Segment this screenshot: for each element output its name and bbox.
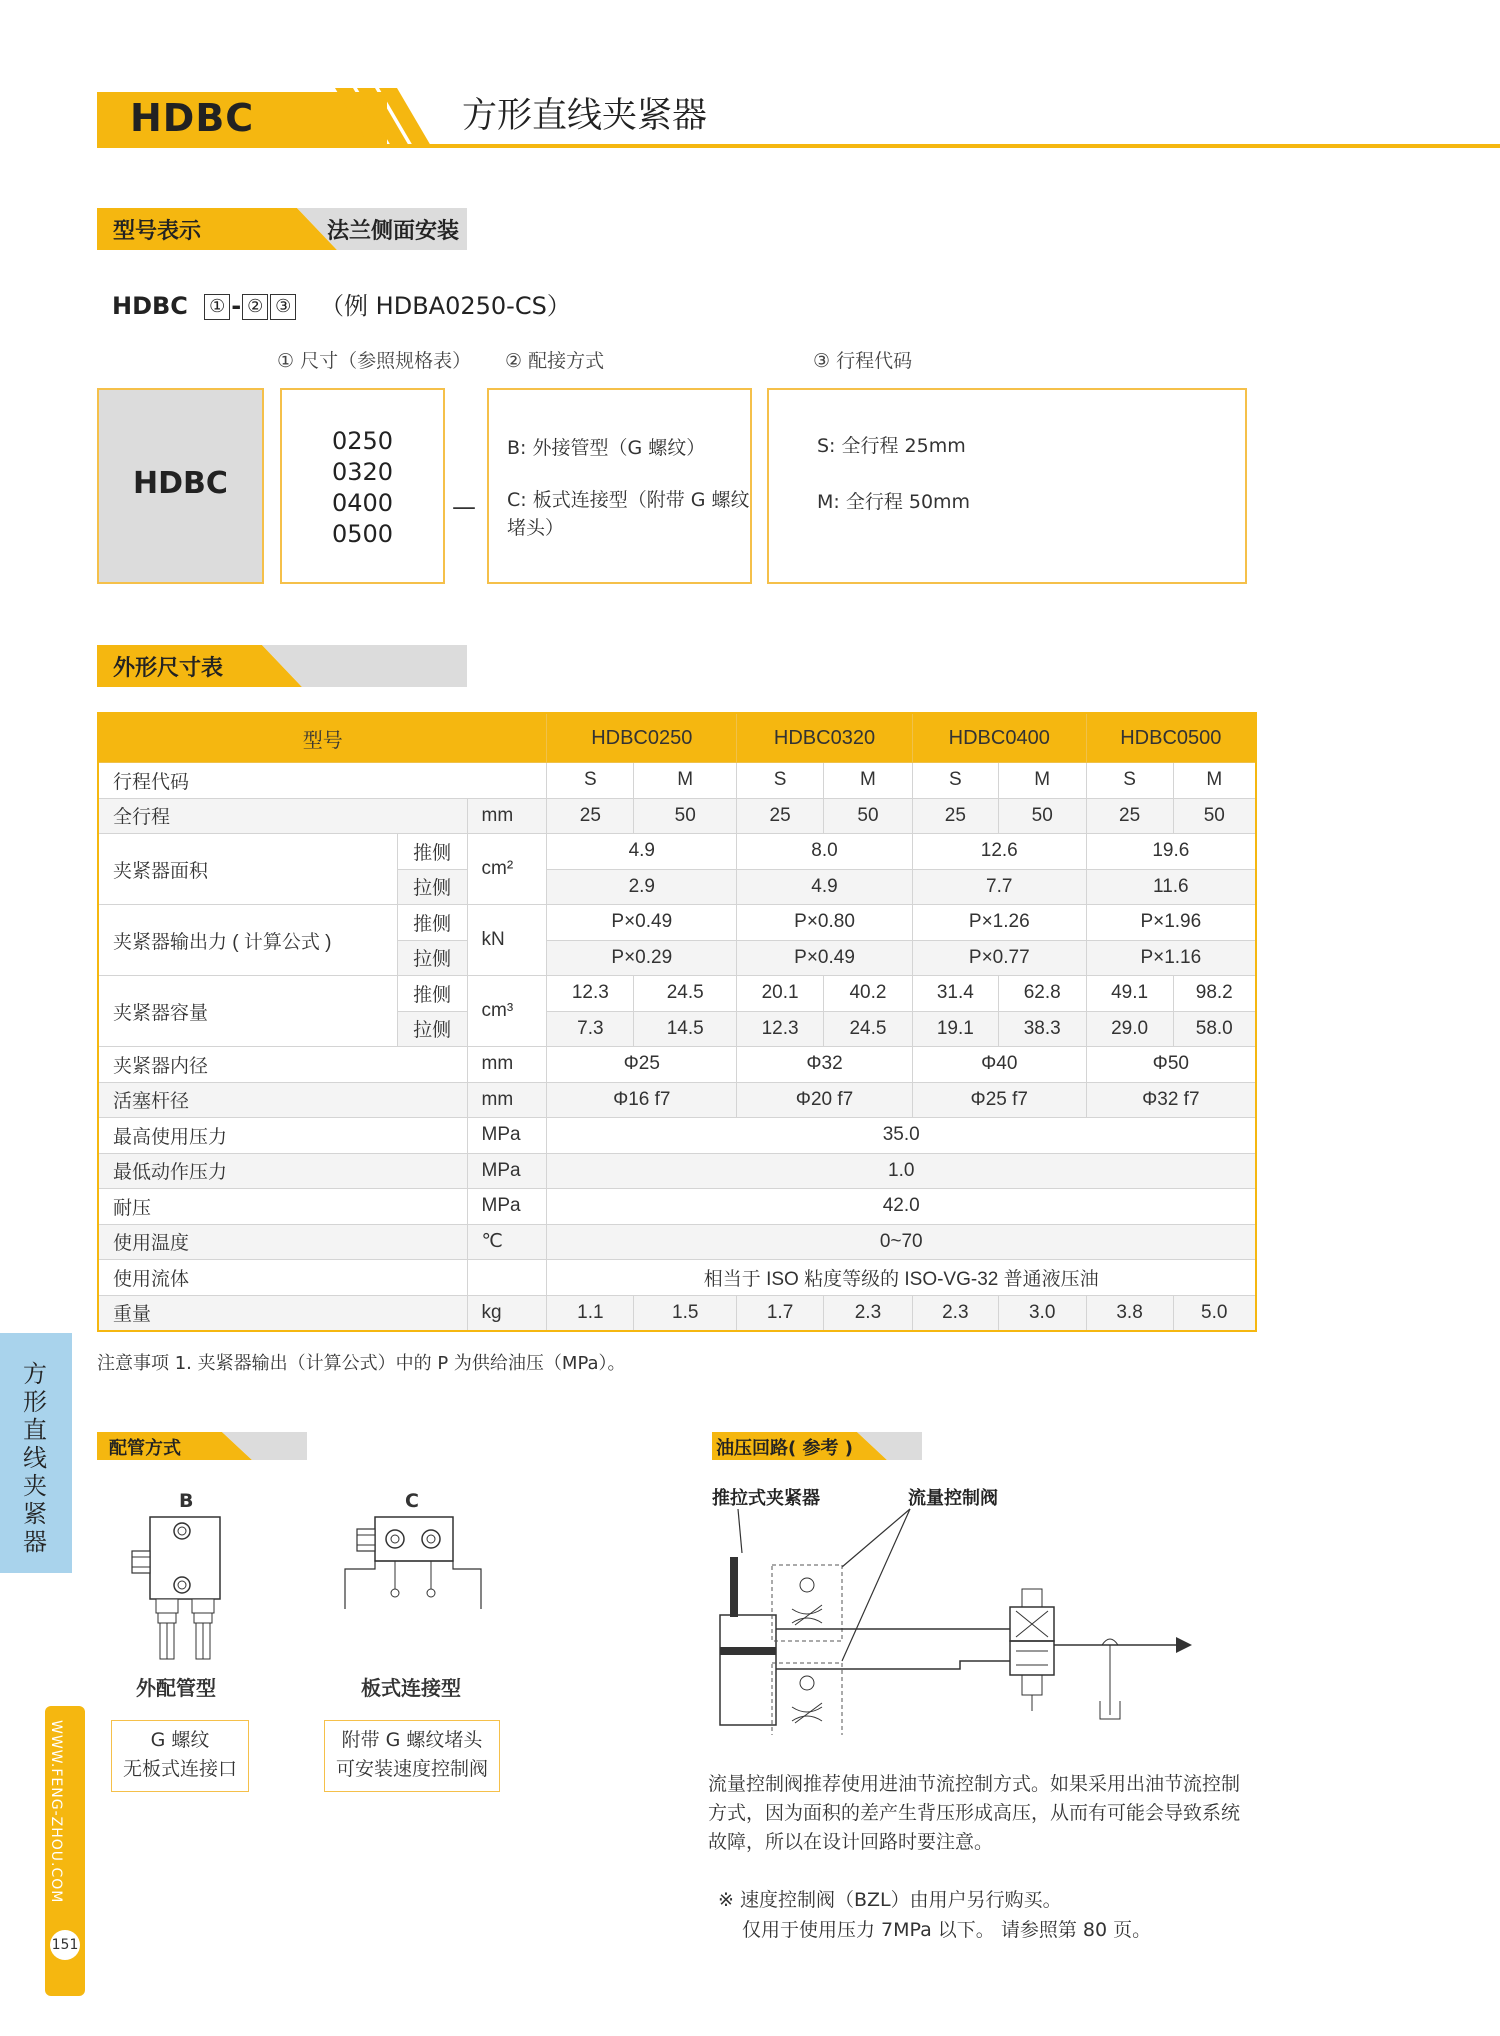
cell: 7.7 (912, 869, 1086, 905)
label-stroke: ③ 行程代码 (813, 350, 913, 372)
cell: 2.3 (824, 1295, 913, 1331)
cell: 12.3 (737, 1011, 824, 1047)
circuit-section-title: 油压回路( 参考 ) (716, 1438, 853, 1459)
size-option: 0400 (331, 489, 394, 517)
plate-connection-info-1: 附带 G 螺纹堵头 (341, 1729, 483, 1751)
table-row (98, 1189, 1256, 1225)
cell: 19.6 (1086, 834, 1256, 870)
cell: M (998, 763, 1086, 799)
cell: 58.0 (1173, 1011, 1256, 1047)
row-unit: MPa (467, 1153, 547, 1189)
cell: 24.5 (824, 1011, 913, 1047)
chapter-side-label: 方形直线夹紧器 (23, 1360, 47, 1556)
row-label: 使用温度 (98, 1224, 467, 1260)
cell: 相当于 ISO 粘度等级的 ISO-VG-32 普通液压油 (547, 1260, 1256, 1296)
row-label: 活塞杆径 (98, 1082, 467, 1118)
table-note: 注意事项 1. 夹紧器输出（计算公式）中的 P 为供给油压（MPa）。 (97, 1353, 626, 1374)
row-label: 行程代码 (98, 763, 547, 799)
plate-connection-caption: 板式连接型 (361, 1676, 461, 1700)
size-option: 0250 (331, 427, 394, 455)
stroke-option-m: M: 全行程 50mm (817, 491, 971, 513)
external-piping-info-box (111, 1720, 249, 1792)
row-unit: mm (467, 1047, 547, 1083)
row-label: 夹紧器内径 (98, 1047, 467, 1083)
cell: M (1173, 763, 1256, 799)
cell: S (547, 763, 634, 799)
cell: S (737, 763, 824, 799)
table-row (98, 1260, 1256, 1296)
cell: 11.6 (1086, 869, 1256, 905)
row-unit: cm² (467, 834, 547, 905)
table-row (98, 1047, 1256, 1083)
cell: 24.5 (634, 976, 737, 1012)
mark-3: ③ (270, 294, 296, 320)
cell: 50 (1173, 798, 1256, 834)
cell: 62.8 (998, 976, 1086, 1012)
cell: P×1.96 (1086, 905, 1256, 941)
label-size: ① 尺寸（参照规格表） (277, 350, 472, 372)
row-side: 拉侧 (397, 869, 467, 905)
row-unit: MPa (467, 1118, 547, 1154)
website-url: WWW.FENG-ZHOU.COM (48, 1720, 64, 1904)
stroke-box (767, 388, 1247, 584)
cell: 50 (634, 798, 737, 834)
cell: Φ32 (737, 1047, 913, 1083)
row-side: 拉侧 (397, 940, 467, 976)
table-row (98, 834, 1256, 870)
page-number: 151 (50, 1930, 80, 1960)
cell: P×1.26 (912, 905, 1086, 941)
plate-connection-info-2: 可安装速度控制阀 (335, 1758, 488, 1780)
circuit-note-2: 仅用于使用压力 7MPa 以下。 请参照第 80 页。 (742, 1919, 1152, 1941)
label-connection: ② 配接方式 (505, 350, 605, 372)
cell: 4.9 (737, 869, 913, 905)
row-side: 拉侧 (397, 1011, 467, 1047)
cell: S (912, 763, 998, 799)
stroke-option-s: S: 全行程 25mm (817, 435, 966, 457)
cell: Φ25 f7 (912, 1082, 1086, 1118)
cell: 31.4 (912, 976, 998, 1012)
cell: Φ40 (912, 1047, 1086, 1083)
cell: 1.0 (547, 1153, 1256, 1189)
cell: P×0.29 (547, 940, 737, 976)
cell: 25 (912, 798, 998, 834)
head-model: HDBC0400 (912, 713, 1086, 763)
row-label: 耐压 (98, 1189, 467, 1225)
dimension-section-title: 外形尺寸表 (113, 656, 224, 681)
row-label: 夹紧器输出力 ( 计算公式 ) (98, 905, 397, 976)
cell: P×0.49 (737, 940, 913, 976)
header-rule (97, 144, 1500, 148)
head-model: HDBC0250 (547, 713, 737, 763)
piping-c-letter: C (405, 1490, 419, 1512)
row-side: 推侧 (397, 905, 467, 941)
external-piping-drawing (120, 1515, 250, 1665)
size-option: 0320 (331, 458, 394, 486)
hydraulic-circuit-diagram (710, 1505, 1200, 1735)
mark-1: ① (204, 294, 230, 320)
model-section-note: 法兰侧面安装 (327, 219, 460, 244)
model-section-title: 型号表示 (113, 219, 202, 244)
cell: 3.0 (998, 1295, 1086, 1331)
external-piping-caption: 外配管型 (136, 1676, 216, 1700)
model-code-line (112, 286, 571, 321)
header-stripes (335, 88, 445, 148)
cell: 14.5 (634, 1011, 737, 1047)
cell: P×0.80 (737, 905, 913, 941)
row-unit: ℃ (467, 1224, 547, 1260)
model-dash: - (231, 292, 242, 320)
table-row (98, 1082, 1256, 1118)
cell: 7.3 (547, 1011, 634, 1047)
cell: 42.0 (547, 1189, 1256, 1225)
row-label: 最低动作压力 (98, 1153, 467, 1189)
row-unit: kN (467, 905, 547, 976)
circuit-section-tab (712, 1432, 922, 1460)
cell: 20.1 (737, 976, 824, 1012)
cell: 0~70 (547, 1224, 1256, 1260)
model-code-box (97, 388, 264, 584)
model-prefix: HDBC (112, 292, 188, 320)
cell: 38.3 (998, 1011, 1086, 1047)
plate-connection-drawing (343, 1515, 483, 1615)
row-label: 全行程 (98, 798, 467, 834)
connection-option-c-cont: 堵头） (507, 517, 565, 539)
cell: 25 (737, 798, 824, 834)
cell: Φ32 f7 (1086, 1082, 1256, 1118)
size-box (280, 388, 445, 584)
cell: P×1.16 (1086, 940, 1256, 976)
row-label: 重量 (98, 1295, 467, 1331)
table-row (98, 1295, 1256, 1331)
clamp-label: 推拉式夹紧器 (712, 1488, 820, 1509)
head-model: HDBC0500 (1086, 713, 1256, 763)
page-title: 方形直线夹紧器 (462, 96, 708, 136)
table-row (98, 976, 1256, 1012)
header-code: HDBC (130, 96, 255, 140)
external-piping-info-1: G 螺纹 (150, 1729, 210, 1751)
cell: M (634, 763, 737, 799)
row-unit: mm (467, 798, 547, 834)
table-row (98, 1224, 1256, 1260)
cell: 25 (547, 798, 634, 834)
row-label: 最高使用压力 (98, 1118, 467, 1154)
cell: 1.7 (737, 1295, 824, 1331)
cell: 1.5 (634, 1295, 737, 1331)
spec-table (97, 712, 1257, 1332)
connection-box (487, 388, 752, 584)
cell: 50 (998, 798, 1086, 834)
cell: 98.2 (1173, 976, 1256, 1012)
head-model: HDBC0320 (737, 713, 913, 763)
row-label: 夹紧器面积 (98, 834, 397, 905)
cell: Φ50 (1086, 1047, 1256, 1083)
cell: 12.6 (912, 834, 1086, 870)
cell: 35.0 (547, 1118, 1256, 1154)
cell: 19.1 (912, 1011, 998, 1047)
table-row (98, 763, 1256, 799)
table-head-row (98, 713, 1256, 763)
table-row (98, 1153, 1256, 1189)
head-model-label: 型号 (98, 713, 547, 763)
cell: M (824, 763, 913, 799)
table-row (98, 905, 1256, 941)
piping-section-tab (97, 1432, 307, 1460)
model-code-box-text: HDBC (133, 466, 228, 501)
dimension-section-tab (97, 645, 467, 687)
row-unit: kg (467, 1295, 547, 1331)
cell: 1.1 (547, 1295, 634, 1331)
size-option: 0500 (331, 520, 394, 548)
cell: Φ25 (547, 1047, 737, 1083)
circuit-description: 流量控制阀推荐使用进油节流控制方式。如果采用出油节流控制方式，因为面积的差产生背压形成高压，从而有可能会导致系统故障，所以在设计回路时要注意。 (708, 1773, 1241, 1853)
piping-b-letter: B (179, 1490, 194, 1512)
row-unit: mm (467, 1082, 547, 1118)
row-label: 使用流体 (98, 1260, 467, 1296)
cell: 49.1 (1086, 976, 1173, 1012)
cell: 2.3 (912, 1295, 998, 1331)
cell: 29.0 (1086, 1011, 1173, 1047)
model-example: （例 HDBA0250-CS） (320, 292, 571, 320)
row-unit: MPa (467, 1189, 547, 1225)
cell: 3.8 (1086, 1295, 1173, 1331)
plate-connection-info-box (324, 1720, 500, 1792)
row-side: 推侧 (397, 976, 467, 1012)
valve-label: 流量控制阀 (908, 1488, 998, 1509)
cell: 8.0 (737, 834, 913, 870)
cell: 5.0 (1173, 1295, 1256, 1331)
external-piping-info-2: 无板式连接口 (122, 1758, 237, 1780)
cell: 40.2 (824, 976, 913, 1012)
row-side: 推侧 (397, 834, 467, 870)
cell: S (1086, 763, 1173, 799)
separator-dash: — (452, 493, 476, 521)
cell: 2.9 (547, 869, 737, 905)
cell: 25 (1086, 798, 1173, 834)
mark-2: ② (242, 294, 268, 320)
cell: 4.9 (547, 834, 737, 870)
connection-option-b: B: 外接管型（G 螺纹） (507, 437, 706, 459)
row-label: 夹紧器容量 (98, 976, 397, 1047)
cell: Φ16 f7 (547, 1082, 737, 1118)
circuit-note (718, 1885, 1151, 1945)
piping-section-title: 配管方式 (109, 1438, 181, 1459)
cell: P×0.49 (547, 905, 737, 941)
cell: 50 (824, 798, 913, 834)
circuit-note-1: ※ 速度控制阀（BZL）由用户另行购买。 (718, 1889, 1062, 1911)
cell: Φ20 f7 (737, 1082, 913, 1118)
row-unit: cm³ (467, 976, 547, 1047)
table-row (98, 798, 1256, 834)
cell: P×0.77 (912, 940, 1086, 976)
table-row (98, 1118, 1256, 1154)
connection-option-c: C: 板式连接型（附带 G 螺纹 (507, 489, 750, 511)
cell: 12.3 (547, 976, 634, 1012)
model-section-tab (97, 208, 467, 250)
